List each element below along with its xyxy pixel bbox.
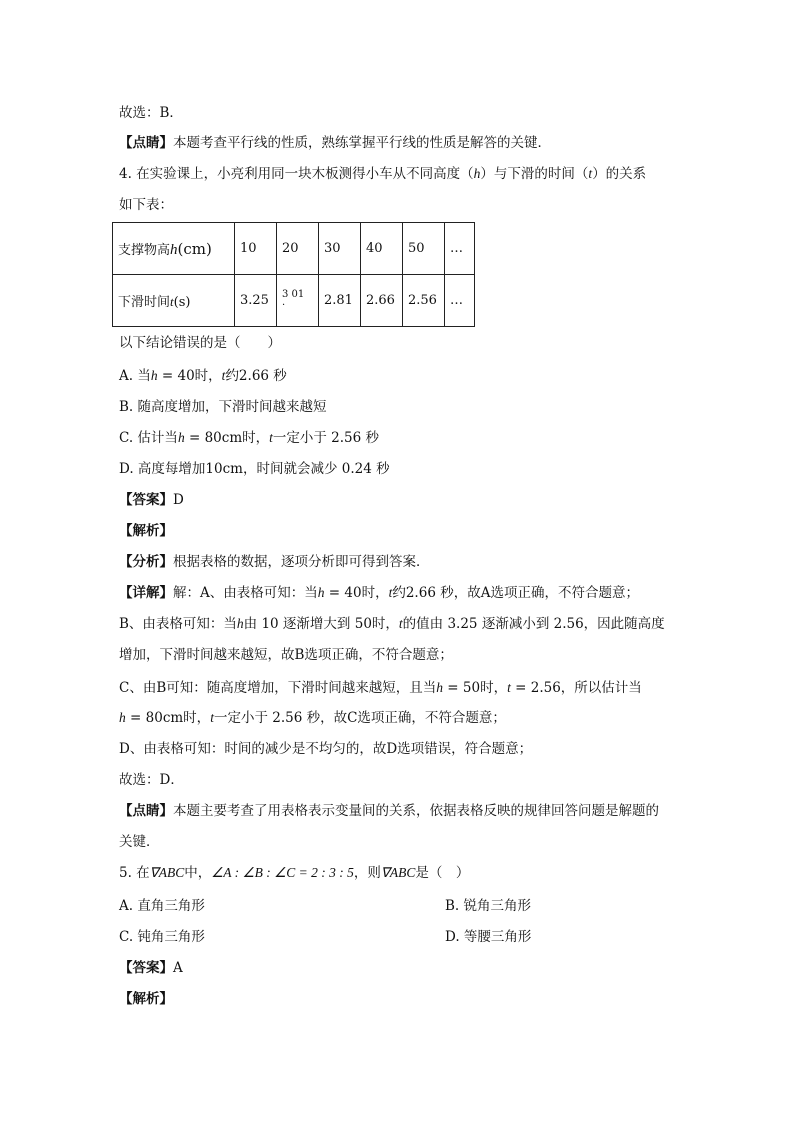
table-header-cell: 支撑物高h(cm) [113,223,235,275]
detail-line: D、由表格可知：时间的减少是不均匀的，故D选项错误，符合题意； [119,741,533,757]
table-header-cell: 下滑时间t(s) [113,275,235,327]
q5-option-d: D. 等腰三角形 [445,929,532,945]
q5-option-b: B. 锐角三角形 [445,898,532,914]
detail-line: h = 80cm时，t一定小于 2.56 秒，故C选项正确，不符合题意； [119,710,506,726]
detail-line: B、由表格可知：当h由 10 逐渐增大到 50时，t的值由 3.25 逐渐减小到 2.56，因此随高度 [119,616,665,632]
fenxi-line: 【分析】根据表格的数据，逐项分析即可得到答案． [119,554,430,570]
detail-line: 【详解】解：A、由表格可知：当h = 40时，t约2.66 秒，故A选项正确，不符合题意； [119,585,639,601]
table-cell: 3 01 · [277,275,319,327]
table-cell: 2.66 [361,275,403,327]
dianjing-line: 【点睛】本题考查平行线的性质，熟练掌握平行线的性质是解答的关键． [119,135,551,151]
option-b: B. 随高度增加，下滑时间越来越短 [119,399,327,415]
table-cell: 3.25 [235,275,277,327]
analysis-tag: 【解析】 [119,991,173,1007]
table-cell: 30 [319,223,361,275]
q5-option-a: A. 直角三角形 [119,898,205,914]
answer-line: 【答案】A [119,960,183,976]
q5-option-c: C. 钝角三角形 [119,929,205,945]
table-cell: … [445,223,475,275]
data-table [112,222,475,327]
table-cell: … [445,275,475,327]
table-cell: 40 [361,223,403,275]
table-row [113,275,475,327]
analysis-tag: 【解析】 [119,523,173,539]
detail-line: 增加，下滑时间越来越短，故B选项正确，不符合题意； [119,647,453,663]
question-5-stem: 5. 在∇ABC中，∠A : ∠B : ∠C = 2 : 3 : 5，则∇ABC是（ ） [119,865,470,881]
table-cell: 2.81 [319,275,361,327]
option-d: D. 高度每增加10cm，时间就会减少 0.24 秒 [119,461,390,477]
text-line: 故选：B． [119,105,183,121]
table-cell: 10 [235,223,277,275]
question-4-stem-cont: 如下表： [119,197,173,213]
dianjing-tag: 【点睛】 [119,135,173,151]
dianjing-line-cont: 关键． [119,834,160,850]
option-c: C. 估计当h = 80cm时，t一定小于 2.56 秒 [119,430,380,446]
answer-line: 【答案】D [119,492,184,508]
question-4-prompt: 以下结论错误的是（ ） [119,335,281,351]
table-cell: 20 [277,223,319,275]
question-4-stem: 4. 在实验课上，小亮利用同一块木板测得小车从不同高度（h）与下滑的时间（t）的关系 [119,166,647,182]
table-cell: 50 [403,223,445,275]
table-cell: 2.56 [403,275,445,327]
dianjing-line: 【点睛】本题主要考查了用表格表示变量间的关系，依据表格反映的规律回答问题是解题的 [119,803,659,819]
option-a: A. 当h = 40时，t约2.66 秒 [119,368,287,384]
table-row [113,223,475,275]
detail-line: C、由B可知：随高度增加，下滑时间越来越短，且当h = 50时，t = 2.56，所以估计当 [119,680,642,696]
detail-line: 故选：D． [119,772,184,788]
